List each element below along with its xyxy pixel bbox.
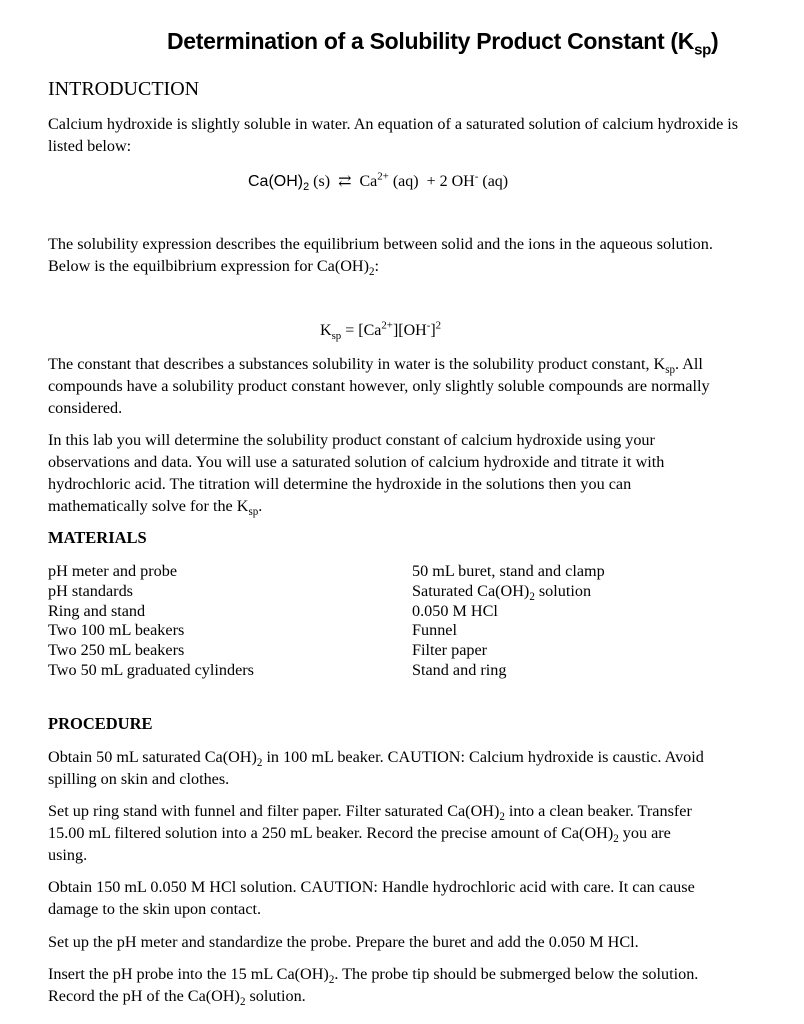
- intro-paragraph-3: The constant that describes a substances solubility in water is the solubility product constant, $K_{sp}$. All compounds have a solubility product constant however, only slightly soluble compounds are normally considered.: [48, 355, 710, 417]
- procedure-step-5: Insert the pH probe into the 15 mL $Ca(OH)_2$. The probe tip should be submerged below the solution. Record the pH of the $Ca(OH)_2$ solution.: [48, 965, 699, 1009]
- procedure-heading: PROCEDURE: [48, 714, 153, 733]
- introduction-heading: INTRODUCTION: [48, 78, 200, 100]
- materials-list-right: [412, 562, 605, 681]
- materials-heading: MATERIALS: [48, 528, 147, 547]
- procedure-step-1: Obtain 50 mL saturated $Ca(OH)_2$ in 100 mL beaker. CAUTION: Calcium hydroxide is caustic. Avoid spilling on skin and clothes.: [48, 748, 704, 788]
- list-item: pH standards: [48, 581, 133, 600]
- intro-paragraph-4: In this lab you will determine the solubility product constant of calcium hydroxide using your observations and data. You will use a saturated solution of calcium hydroxide and titrate it with hydrochloric acid. The titration will determine the hydroxide in the solutions then you can mathematically solve for the $K_{sp}$.: [48, 431, 665, 519]
- procedure-step-2: Set up ring stand with funnel and filter paper. Filter saturated $Ca(OH)_2$ into a clean beaker. Transfer 15.00 mL filtered solution into a 250 mL beaker. Record the precise amount of $Ca(OH)_2$ you are using.: [48, 802, 692, 864]
- list-item: 50 mL buret, stand and clamp: [412, 562, 605, 580]
- page-title: Determination of a Solubility Product Constant $(K_{sp})$: [167, 28, 719, 59]
- list-item: Filter paper: [412, 641, 488, 660]
- list-item: Two 100 mL beakers: [48, 621, 185, 640]
- list-item: Two 50 mL graduated cylinders: [48, 660, 254, 679]
- list-item: pH meter and probe: [48, 562, 178, 580]
- intro-paragraph-2: The solubility expression describes the equilibrium between solid and the ions in the aqueous solution. Below is the equilbibrium expression for $Ca(OH)_2$:: [48, 235, 713, 279]
- procedure-step-4: Set up the pH meter and standardize the probe. Prepare the buret and add the 0.050 M HCl.: [48, 933, 639, 951]
- list-item: 0.050 M HCl: [412, 601, 498, 620]
- list-item: Stand and ring: [412, 660, 507, 679]
- list-item: Saturated $Ca(OH)_2$ solution: [412, 581, 592, 604]
- intro-paragraph-1: Calcium hydroxide is slightly soluble in water. An equation of a saturated solution of calcium hydroxide is listed below:: [48, 115, 739, 155]
- list-item: Two 250 mL beakers: [48, 641, 185, 660]
- procedure-step-3: Obtain 150 mL 0.050 M HCl solution. CAUTION: Handle hydrochloric acid with care. It can cause damage to the skin upon contact.: [48, 878, 695, 918]
- materials-list-left: [48, 562, 254, 681]
- ksp-expression: $K_{sp} = [Ca^{2+}][OH^-]^2$: [320, 319, 442, 343]
- dissolution-equation: $Ca(OH)_2$ (s) ⇄ $Ca^{2+}$ (aq) + 2 OH- (aq): [248, 170, 509, 194]
- list-item: Funnel: [412, 621, 457, 640]
- list-item: Ring and stand: [48, 601, 146, 620]
